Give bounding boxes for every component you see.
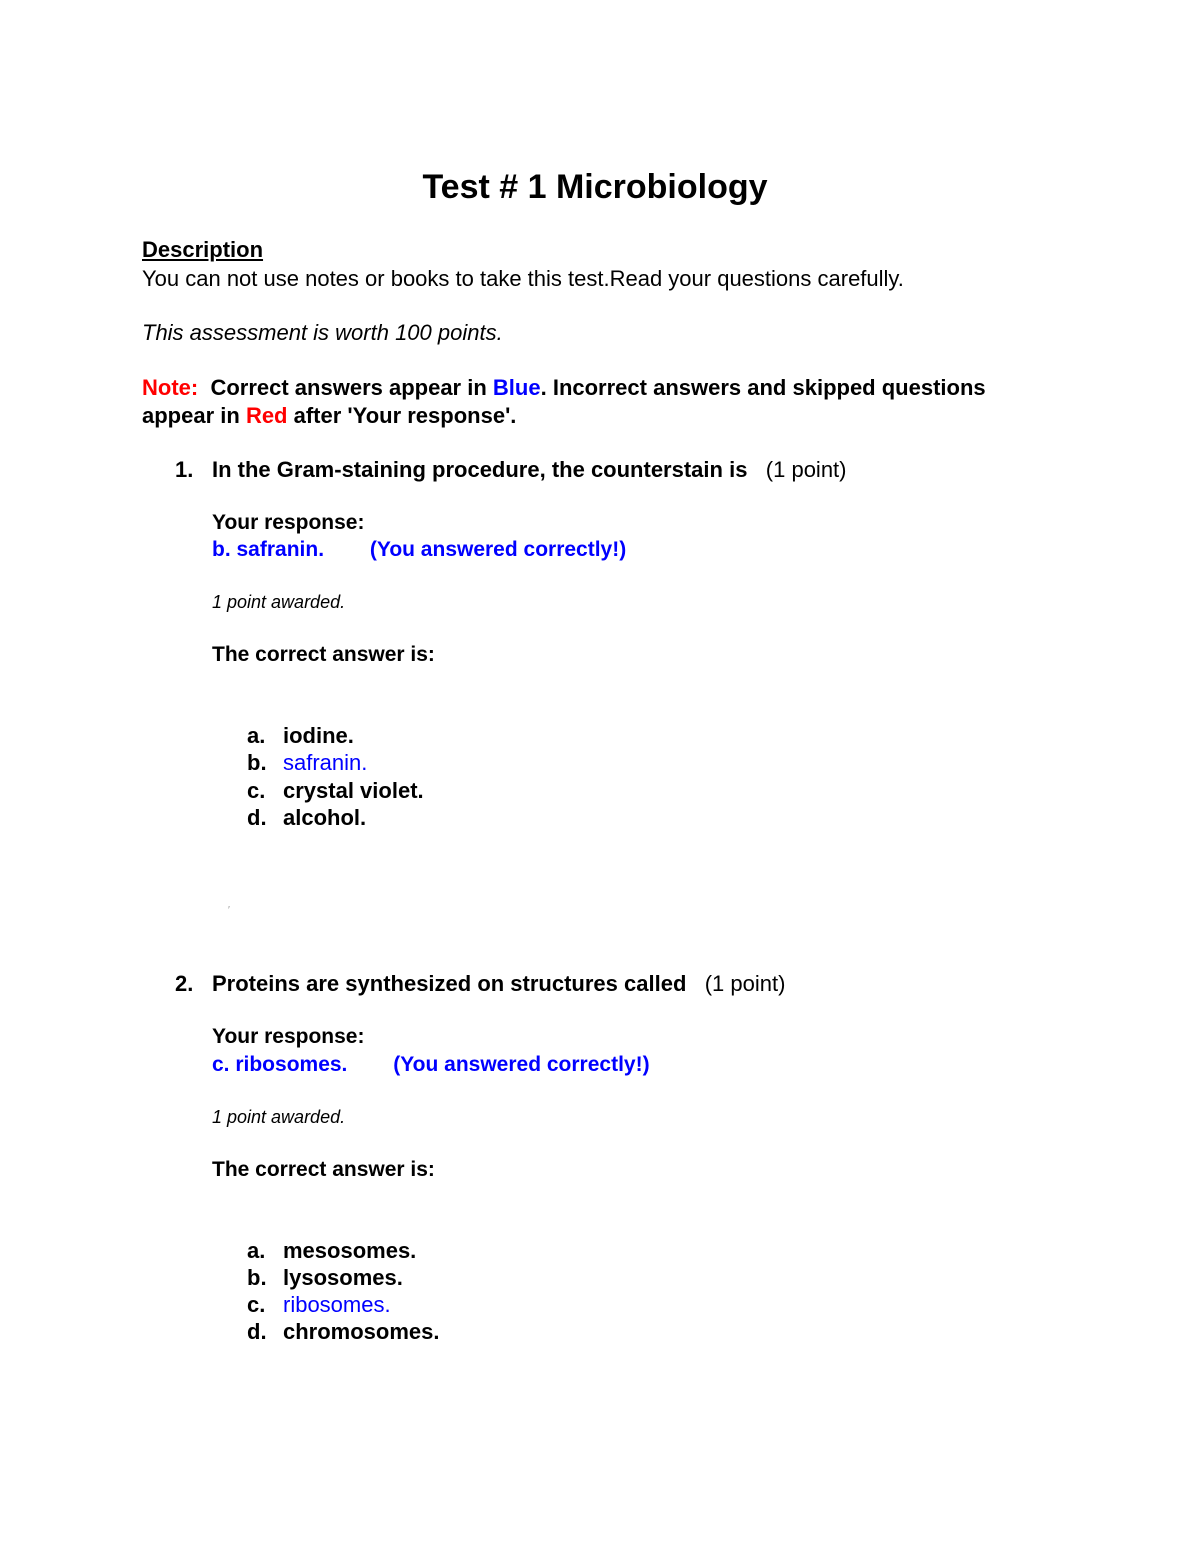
question-1-number: 1. bbox=[175, 457, 194, 482]
description-text: You can not use notes or books to take this test.Read your questions carefully. bbox=[142, 266, 904, 291]
question-1-awarded: 1 point awarded. bbox=[212, 592, 346, 612]
question-2-option-a-letter: a. bbox=[247, 1238, 266, 1263]
question-2-prompt: Proteins are synthesized on structures called bbox=[212, 971, 687, 996]
question-2-text bbox=[212, 971, 785, 997]
note-line-2 bbox=[142, 403, 516, 429]
question-2-awarded: 1 point awarded. bbox=[212, 1107, 346, 1127]
question-2-points: (1 point) bbox=[704, 971, 786, 996]
question-1-option-c-letter: c. bbox=[247, 778, 266, 803]
question-2-response-answer: c. ribosomes. bbox=[212, 1053, 348, 1076]
page-title: Test # 1 Microbiology bbox=[422, 168, 768, 206]
question-1-response-label: Your response: bbox=[212, 511, 365, 534]
question-2-option-a: mesosomes. bbox=[283, 1238, 417, 1263]
note-text-3: appear in bbox=[142, 403, 240, 428]
note-label: Note: bbox=[142, 375, 199, 400]
question-1-text bbox=[212, 457, 847, 483]
question-1-option-b-letter: b. bbox=[247, 750, 267, 775]
question-2-response-feedback: (You answered correctly!) bbox=[393, 1053, 650, 1076]
question-1-option-b: safranin. bbox=[283, 750, 368, 775]
question-1-response-feedback: (You answered correctly!) bbox=[369, 538, 627, 561]
note-red-word: Red bbox=[245, 403, 288, 428]
question-2-number: 2. bbox=[175, 971, 194, 996]
question-1-option-d-letter: d. bbox=[247, 805, 267, 830]
question-1-response bbox=[212, 538, 626, 562]
note-text-4: after 'Your response'. bbox=[293, 403, 517, 428]
question-2-option-b-letter: b. bbox=[247, 1265, 267, 1290]
question-2-response bbox=[212, 1053, 650, 1077]
divider-mark: ′ bbox=[228, 905, 230, 916]
note-blue-word: Blue bbox=[492, 375, 541, 400]
question-1-prompt: In the Gram-staining procedure, the counterstain is bbox=[212, 457, 748, 482]
question-2-option-c-letter: c. bbox=[247, 1292, 266, 1317]
question-2-response-label: Your response: bbox=[212, 1025, 365, 1048]
question-1-option-a: iodine. bbox=[283, 723, 354, 748]
note-text-2: . Incorrect answers and skipped questions bbox=[540, 375, 986, 400]
question-1-option-c: crystal violet. bbox=[283, 778, 424, 803]
question-1-option-a-letter: a. bbox=[247, 723, 266, 748]
note-text-1: Correct answers appear in bbox=[210, 375, 487, 400]
question-1-response-answer: b. safranin. bbox=[212, 538, 325, 561]
description-heading: Description bbox=[142, 237, 264, 262]
question-1-correct-label: The correct answer is: bbox=[212, 643, 435, 666]
question-1-points: (1 point) bbox=[765, 457, 847, 482]
assessment-worth: This assessment is worth 100 points. bbox=[142, 320, 503, 345]
note-line-1 bbox=[142, 375, 986, 401]
question-2-option-d-letter: d. bbox=[247, 1319, 267, 1344]
question-2-option-b: lysosomes. bbox=[283, 1265, 403, 1290]
question-1-option-d: alcohol. bbox=[283, 805, 367, 830]
question-2-correct-label: The correct answer is: bbox=[212, 1158, 435, 1181]
question-2-option-c: ribosomes. bbox=[283, 1292, 391, 1317]
question-2-option-d: chromosomes. bbox=[283, 1319, 440, 1344]
